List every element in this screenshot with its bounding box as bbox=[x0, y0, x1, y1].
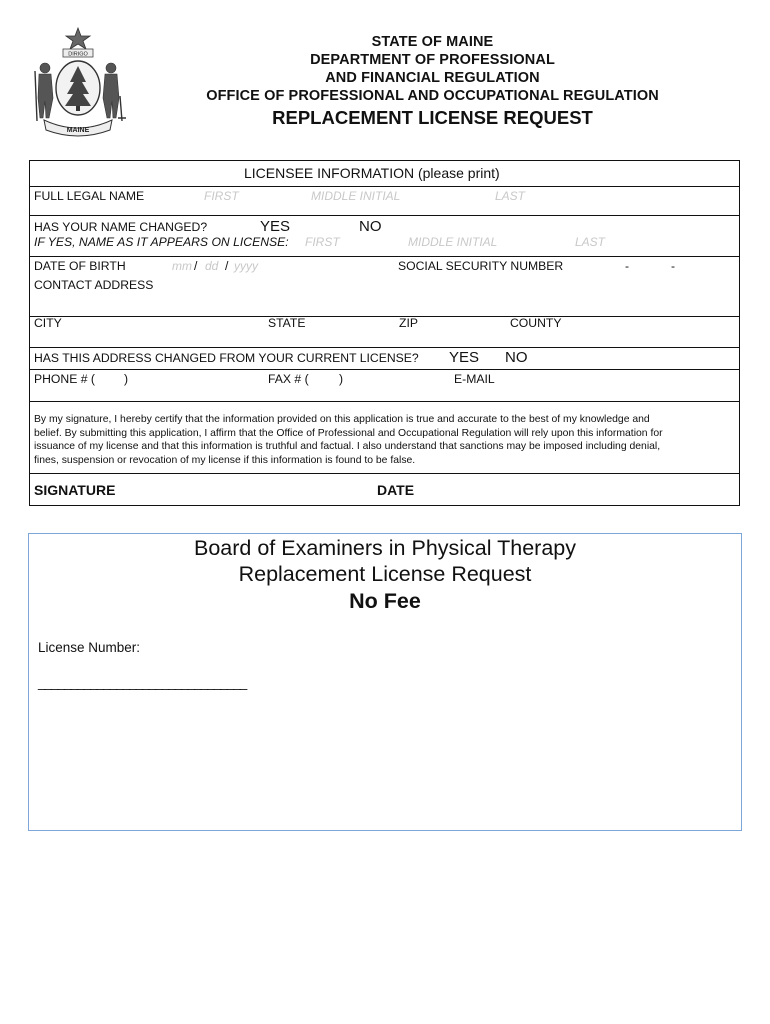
state-label: STATE bbox=[268, 316, 306, 330]
fax-label: FAX # ( bbox=[268, 372, 309, 386]
date-of-birth-label: DATE OF BIRTH bbox=[34, 259, 126, 273]
previous-last-name-field[interactable]: LAST bbox=[575, 235, 606, 249]
seal-ribbon-text: MAINE bbox=[66, 127, 90, 134]
seal-farmer-figure-icon bbox=[35, 63, 53, 121]
city-label: CITY bbox=[34, 316, 62, 330]
full-legal-name-label: FULL LEGAL NAME bbox=[34, 189, 145, 203]
maine-state-seal bbox=[30, 26, 126, 138]
header-state: STATE OF MAINE bbox=[371, 34, 494, 50]
divider bbox=[30, 215, 739, 216]
board-name: Board of Examiners in Physical Therapy bbox=[193, 536, 576, 560]
name-changed-yes-option[interactable]: YES bbox=[260, 218, 291, 235]
dob-separator: / bbox=[225, 259, 229, 273]
first-name-field[interactable]: FIRST bbox=[204, 189, 239, 203]
divider bbox=[30, 316, 739, 317]
contact-address-label: CONTACT ADDRESS bbox=[34, 278, 154, 292]
header-department: DEPARTMENT OF PROFESSIONAL bbox=[310, 52, 555, 68]
document-header bbox=[140, 33, 725, 129]
ssn-dash: - bbox=[671, 259, 676, 273]
middle-initial-field[interactable]: MIDDLE INITIAL bbox=[311, 189, 401, 203]
name-changed-label: HAS YOUR NAME CHANGED? bbox=[34, 220, 208, 234]
seal-sailor-figure-icon bbox=[103, 63, 126, 121]
dob-day-field[interactable]: dd bbox=[205, 259, 219, 273]
board-info-box bbox=[28, 533, 742, 831]
date-field[interactable]: DATE bbox=[377, 482, 415, 498]
header-office: OFFICE OF PROFESSIONAL AND OCCUPATIONAL REGULATION bbox=[206, 88, 659, 104]
fee-notice: No Fee bbox=[349, 589, 421, 613]
previous-name-label: IF YES, NAME AS IT APPEARS ON LICENSE: bbox=[34, 235, 289, 249]
divider bbox=[30, 369, 739, 370]
board-request-title: Replacement License Request bbox=[238, 562, 532, 586]
signature-field[interactable]: SIGNATURE bbox=[34, 482, 116, 498]
ssn-label: SOCIAL SECURITY NUMBER bbox=[398, 259, 564, 273]
previous-middle-initial-field[interactable]: MIDDLE INITIAL bbox=[408, 235, 498, 249]
certification-line: fines, suspension or revocation of my license if this information is found to be false. bbox=[34, 454, 416, 466]
dob-separator: / bbox=[194, 259, 198, 273]
license-number-field[interactable]: ________________________________ bbox=[38, 675, 247, 690]
address-changed-no-option[interactable]: NO bbox=[505, 349, 528, 366]
fax-paren: ) bbox=[339, 372, 344, 386]
divider bbox=[30, 401, 739, 402]
email-label: E-MAIL bbox=[454, 372, 495, 386]
address-changed-label: HAS THIS ADDRESS CHANGED FROM YOUR CURRENT LICENSE? bbox=[34, 351, 419, 365]
header-department-cont: AND FINANCIAL REGULATION bbox=[325, 70, 540, 86]
certification-statement bbox=[34, 413, 734, 467]
name-changed-no-option[interactable]: NO bbox=[359, 218, 382, 235]
last-name-field[interactable]: LAST bbox=[495, 189, 526, 203]
certification-line: issuance of my license and that this information is truthful and factual. I also understand that sanctions may be imposed including denial, bbox=[34, 441, 661, 453]
seal-banner-text: DIRIGO bbox=[68, 51, 88, 58]
certification-line: belief. By submitting this application, I affirm that the Office of Professional and Occupational Regulation will rely upon this information for bbox=[34, 427, 663, 439]
address-changed-yes-option[interactable]: YES bbox=[449, 349, 480, 366]
divider bbox=[30, 473, 739, 474]
page-title: REPLACEMENT LICENSE REQUEST bbox=[272, 107, 593, 128]
phone-label: PHONE # ( bbox=[34, 372, 95, 386]
phone-paren: ) bbox=[124, 372, 129, 386]
divider bbox=[30, 186, 739, 187]
certification-line: By my signature, I hereby certify that the information provided on this application is true and accurate to the best of my knowledge and bbox=[34, 414, 650, 425]
licensee-form bbox=[29, 160, 740, 506]
section-title: LICENSEE INFORMATION (please print) bbox=[244, 165, 500, 181]
county-label: COUNTY bbox=[510, 316, 562, 330]
previous-first-name-field[interactable]: FIRST bbox=[305, 235, 340, 249]
dob-month-field[interactable]: mm bbox=[172, 259, 192, 273]
divider bbox=[30, 256, 739, 257]
dob-year-field[interactable]: yyyy bbox=[234, 259, 258, 273]
divider bbox=[30, 347, 739, 348]
ssn-dash: - bbox=[625, 259, 630, 273]
license-number-label: License Number: bbox=[38, 640, 141, 655]
seal-star-icon bbox=[66, 28, 90, 49]
zip-label: ZIP bbox=[399, 316, 418, 330]
